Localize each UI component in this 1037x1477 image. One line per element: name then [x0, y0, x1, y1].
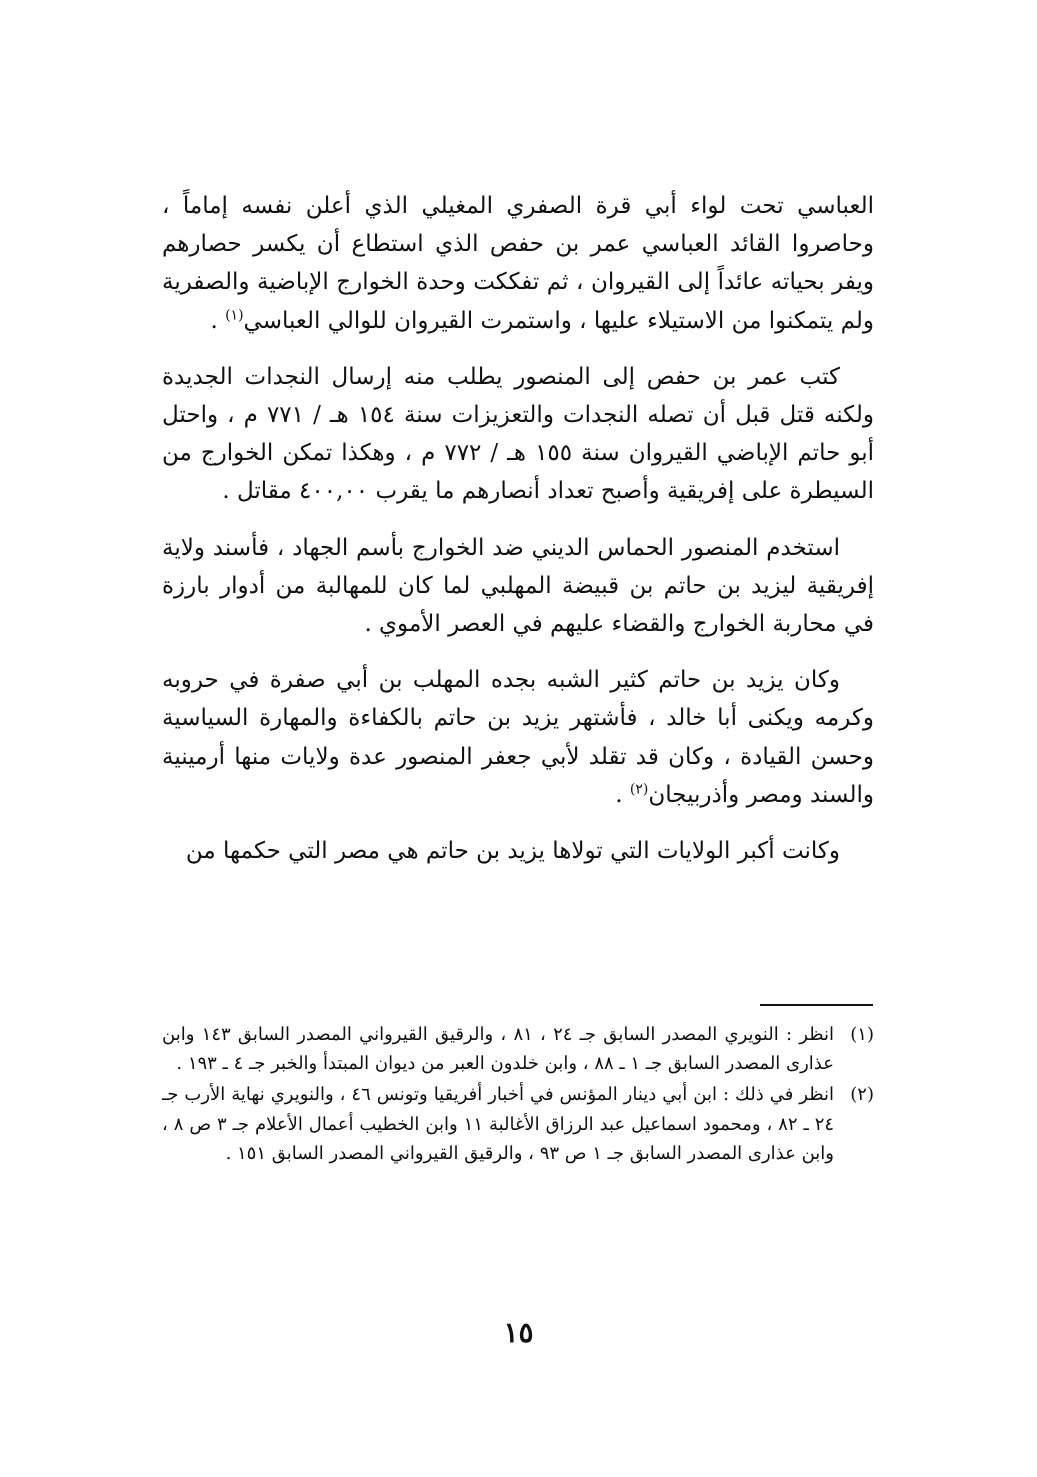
- paragraph-3-text: استخدم المنصور الحماس الديني ضد الخوارج بأسم الجهاد ، فأسند ولاية إفريقية ليزيد بن حاتم بن قبيضة المهلبي لما كان للمهالبة من أدوار بارزة في محاربة الخوارج والقضاء عليهم في العصر الأموي .: [162, 534, 874, 638]
- footnote-ref-1[interactable]: (١): [225, 306, 244, 323]
- footnote-2-text: انظر في ذلك : ابن أبي دينار المؤنس في أخبار أفريقيا وتونس ٤٦ ، والنويري نهاية الأرب جـ ٢٤ ـ ٨٢ ، ومحمود اسماعيل عبد الرزاق الأغالبة ١١ وابن الخطيب أعمال الأعلام جـ ٣ ص ٨ ، وابن عذارى المصدر السابق جـ ١ ص ٩٣ ، والرقيق القيرواني المصدر السابق ١٥١ .: [162, 1084, 835, 1164]
- paragraph-1-text: العباسي تحت لواء أبي قرة الصفري المغيلي الذي أعلن نفسه إماماً ، وحاصروا القائد العباسي عمر بن حفص الذي استطاع أن يكسر حصارهم ويفر بحياته عائداً إلى القيروان ، ثم تفككت وحدة الخوارج الإباضية والصفرية ولم يتمكنوا من الاستيلاء عليها ، واستمرت القيروان للوالي العباسي: [162, 193, 874, 334]
- footnote-2: [162, 1080, 874, 1168]
- footnote-1: [162, 1020, 874, 1078]
- paragraph-2-text: كتب عمر بن حفص إلى المنصور يطلب منه إرسال النجدات الجديدة ولكنه قتل قبل أن تصله النجدات والتعزيزات سنة ١٥٤ هـ / ٧٧١ م ، واحتل أبو حاتم الإباضي القيروان سنة ١٥٥ هـ / ٧٧٢ م ، وهكذا تمكن الخوارج من السيطرة على إفريقية وأصبح تعداد أنصارهم ما يقرب ٤٠٠,٠٠ مقاتل .: [162, 363, 874, 505]
- paragraph-5: [162, 832, 874, 870]
- body-text: [162, 187, 874, 888]
- footnote-separator: [760, 1004, 873, 1006]
- paragraph-1-tail: .: [210, 307, 226, 334]
- paragraph-4-text: وكان يزيد بن حاتم كثير الشبه بجده المهلب بن أبي صفرة في حروبه وكرمه ويكنى أبا خالد ، فأشتهر يزيد بن حاتم بالكفاءة والمهارة السياسية وحسن القيادة ، وكان قد تقلد لأبي جعفر المنصور عدة ولايات منها أرمينية والسند ومصر وأذربيجان: [162, 667, 874, 808]
- paragraph-2: [162, 358, 874, 511]
- paragraph-3: [162, 529, 874, 644]
- paragraph-1: [162, 187, 874, 340]
- paragraph-4-tail: .: [615, 781, 630, 808]
- page-number: ١٥: [503, 1316, 534, 1349]
- footnotes: [162, 1020, 874, 1170]
- paragraph-5-text: وكانت أكبر الولايات التي تولاها يزيد بن حاتم هي مصر التي حكمها من: [185, 838, 840, 865]
- footnote-1-mark: (١): [850, 1024, 874, 1045]
- footnote-ref-2[interactable]: (٢): [629, 781, 649, 798]
- paragraph-4: [162, 661, 874, 814]
- footnote-1-text: انظر : النويري المصدر السابق جـ ٢٤ ، ٨١ ، والرقيق القيرواني المصدر السابق ١٤٣ وابن عذارى المصدر السابق جـ ١ ـ ٨٨ ، وابن خلدون العبر من ديوان المبتدأ والخبر جـ ٤ ـ ١٩٣ .: [162, 1024, 834, 1075]
- footnote-2-mark: (٢): [850, 1084, 874, 1106]
